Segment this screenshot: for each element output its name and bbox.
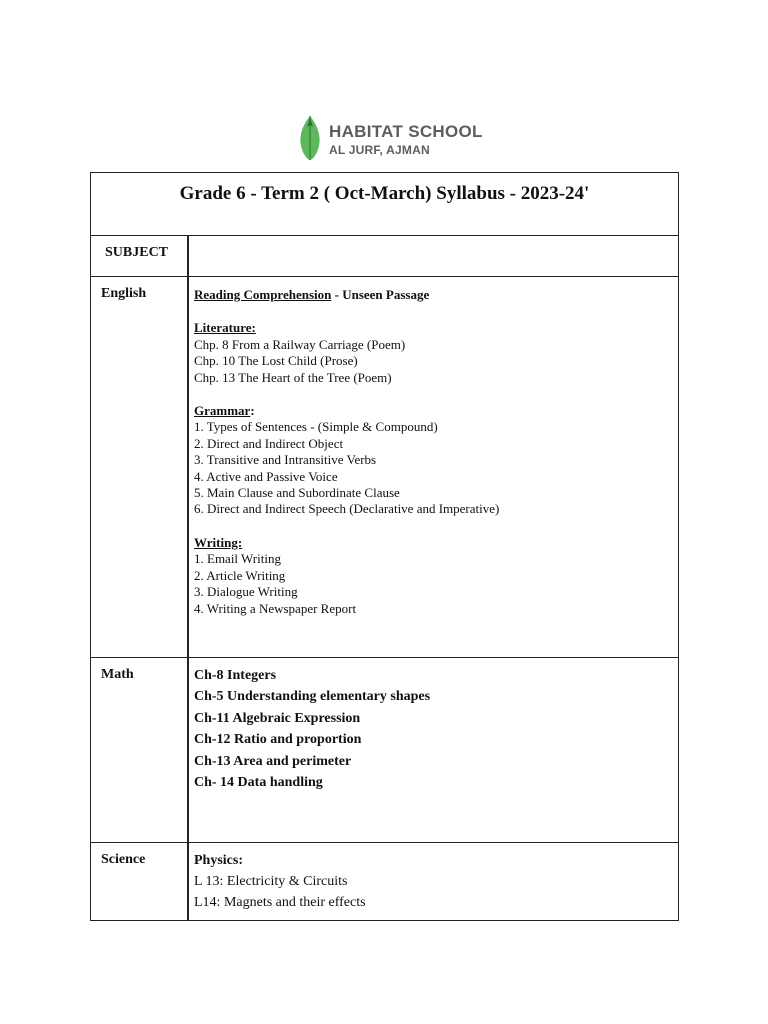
school-location: AL JURF, AJMAN [329, 143, 430, 157]
subject-label-science: Science [101, 852, 146, 867]
literature-heading: Literature: [194, 320, 256, 336]
list-item: Ch-5 Understanding elementary shapes [194, 689, 431, 705]
title-row [91, 173, 678, 236]
list-item: Chp. 8 From a Railway Carriage (Poem) [194, 336, 406, 352]
list-item: 1. Types of Sentences - (Simple & Compound) [194, 419, 438, 435]
list-item: 5. Main Clause and Subordinate Clause [194, 485, 400, 501]
reading-heading: Reading Comprehension [194, 287, 332, 302]
row-divider [91, 657, 678, 658]
list-item: Ch-11 Algebraic Expression [194, 710, 361, 726]
leaf-icon [298, 114, 326, 162]
list-item: 3. Transitive and Intransitive Verbs [194, 452, 377, 468]
list-item: Ch- 14 Data handling [194, 775, 323, 791]
grammar-colon: : [250, 403, 255, 419]
list-item: 2. Direct and Indirect Object [194, 435, 344, 451]
row-divider [91, 276, 678, 277]
subject-column-header: SUBJECT [105, 245, 169, 260]
reading-comprehension-line [194, 287, 674, 303]
grammar-heading-line [194, 403, 674, 419]
school-name: HABITAT SCHOOL [329, 122, 483, 141]
subject-label-math: Math [101, 667, 134, 682]
list-item: 1. Email Writing [194, 551, 281, 567]
list-item: Chp. 13 The Heart of the Tree (Poem) [194, 369, 392, 385]
list-item: Ch-12 Ratio and proportion [194, 732, 362, 748]
school-logo [298, 114, 483, 162]
list-item: L 13: Electricity & Circuits [194, 874, 348, 889]
english-content [194, 287, 674, 617]
writing-heading: Writing: [194, 534, 243, 550]
physics-heading: Physics: [194, 853, 243, 868]
grammar-heading: Grammar [194, 403, 251, 419]
subject-label-english: English [101, 286, 147, 301]
list-item: L14: Magnets and their effects [194, 895, 366, 910]
list-item: 2. Article Writing [194, 567, 286, 583]
list-item: 4. Writing a Newspaper Report [194, 600, 357, 616]
list-item: 3. Dialogue Writing [194, 584, 298, 600]
row-divider [91, 842, 678, 843]
science-content [194, 850, 674, 913]
list-item: Ch-8 Integers [194, 668, 277, 683]
reading-suffix: - Unseen Passage [331, 287, 430, 302]
syllabus-table [90, 172, 679, 921]
list-item: 6. Direct and Indirect Speech (Declarative and Imperative) [194, 501, 500, 517]
column-divider [187, 236, 189, 921]
list-item: Ch-13 Area and perimeter [194, 753, 352, 769]
list-item: 4. Active and Passive Voice [194, 468, 338, 484]
math-content [194, 665, 674, 793]
page-title: Grade 6 - Term 2 ( Oct-March) Syllabus - 2023-24' [179, 183, 590, 204]
list-item: Chp. 10 The Lost Child (Prose) [194, 353, 358, 369]
